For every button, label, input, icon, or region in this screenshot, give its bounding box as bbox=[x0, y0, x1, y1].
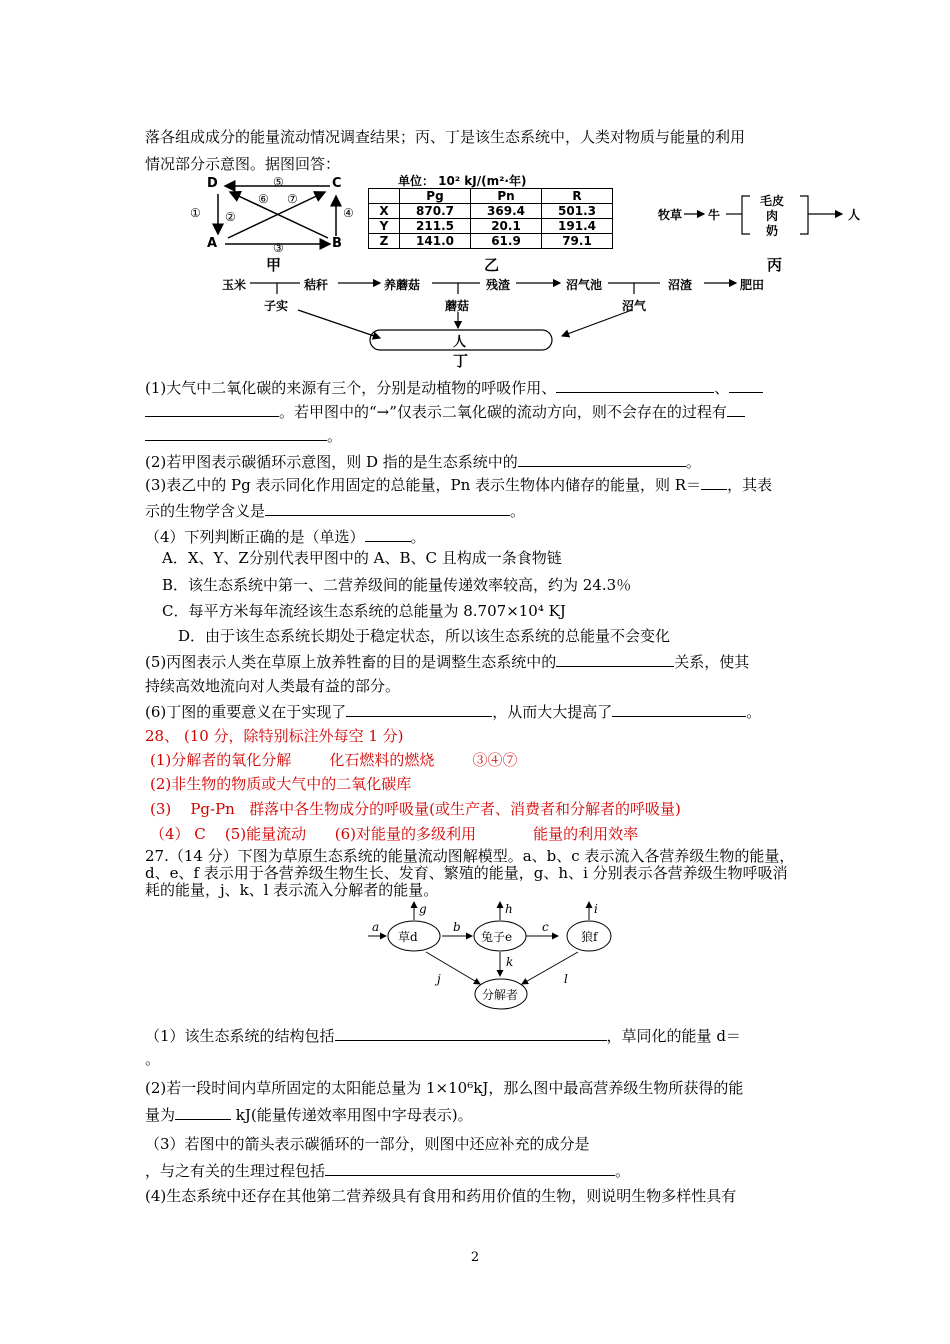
node-rabbit: 兔子e bbox=[481, 930, 513, 944]
answer-blank[interactable] bbox=[346, 701, 492, 717]
page-number: 2 bbox=[470, 1250, 480, 1265]
bing-start: 牧草 bbox=[658, 208, 683, 222]
jia-num-3: ③ bbox=[273, 241, 284, 255]
arrow-label-a: a bbox=[372, 920, 380, 934]
ding-fertilize: 肥田 bbox=[740, 278, 765, 292]
answer-1: (1)分解者的氧化分解 化石燃料的燃烧 ③④⑦ bbox=[150, 751, 518, 769]
q4-option-b: B．该生态系统中第一、二营养级间的能量传递效率较高，约为 24.3％ bbox=[162, 576, 632, 594]
jia-node-c: C bbox=[332, 176, 342, 191]
answer-blank[interactable] bbox=[729, 377, 763, 393]
table-cell: 20.1 bbox=[471, 219, 542, 234]
arrow-label-i: i bbox=[594, 902, 598, 916]
arrow-label-b: b bbox=[453, 920, 461, 934]
jia-num-1: ① bbox=[190, 206, 201, 220]
table-cell: 369.4 bbox=[471, 204, 542, 219]
ding-mushroom-farm: 养蘑菇 bbox=[384, 278, 421, 292]
table-row bbox=[369, 204, 613, 219]
q27-s3-line-1: （3）若图中的箭头表示碳循环的一部分，则图中还应补充的成分是 bbox=[145, 1135, 590, 1153]
answer-4: （4） C (5)能量流动 (6)对能量的多级利用 能量的利用效率 bbox=[150, 825, 639, 843]
yi-table bbox=[368, 188, 613, 249]
q4-option-c: C．每平方米每年流经该生态系统的总能量为 8.707×10⁴ KJ bbox=[162, 602, 566, 620]
table-cell: 191.4 bbox=[542, 219, 613, 234]
answer-blank[interactable] bbox=[175, 1104, 231, 1120]
jia-num-5: ⑤ bbox=[273, 175, 284, 189]
ding-biogas: 沼气 bbox=[622, 299, 647, 313]
table-cell: Pg bbox=[400, 189, 471, 204]
jia-caption: 甲 bbox=[266, 256, 282, 274]
table-cell: 211.5 bbox=[400, 219, 471, 234]
answer-blank[interactable] bbox=[145, 425, 327, 441]
table-cell: 870.7 bbox=[400, 204, 471, 219]
q27-intro-3: 耗的能量，j、k、l 表示流入分解者的能量。 bbox=[145, 881, 439, 899]
arrow-label-g: g bbox=[419, 902, 427, 916]
arrow-label-j: j bbox=[437, 972, 441, 986]
table-row bbox=[369, 219, 613, 234]
jia-num-4: ④ bbox=[343, 206, 354, 220]
q5-line-1: (5)丙图表示人类在草原上放养牲畜的目的是调整生态系统中的 关系，使其 bbox=[145, 653, 750, 671]
jia-num-6: ⑥ bbox=[258, 192, 269, 206]
bing-product-fur: 毛皮 bbox=[760, 194, 785, 208]
ding-biogas-residue: 沼渣 bbox=[668, 278, 693, 292]
answer-2: (2)非生物的物质或大气中的二氧化碳库 bbox=[150, 775, 412, 793]
q5-line-2: 持续高效地流向对人类最有益的部分。 bbox=[145, 677, 401, 695]
q4-option-d: D．由于该生态系统长期处于稳定状态，所以该生态系统的总能量不会变化 bbox=[178, 627, 671, 645]
arrow-label-l: l bbox=[564, 972, 568, 986]
q27-s2-line-1: (2)若一段时间内草所固定的太阳能总量为 1×10⁶kJ，那么图中最高营养级生物所获得的能 bbox=[145, 1079, 744, 1097]
table-cell bbox=[369, 189, 400, 204]
q3-line-2: 示的生物学含义是 。 bbox=[145, 502, 526, 520]
table-cell: Z bbox=[369, 234, 400, 249]
table-row bbox=[369, 234, 613, 249]
jia-node-d: D bbox=[207, 176, 218, 191]
ding-biogas-pit: 沼气池 bbox=[566, 278, 603, 292]
answer-blank[interactable] bbox=[365, 526, 411, 542]
bing-product-meat: 肉 bbox=[766, 209, 779, 223]
table-cell: R bbox=[542, 189, 613, 204]
jia-node-a: A bbox=[207, 236, 218, 251]
jia-num-7: ⑦ bbox=[287, 192, 298, 206]
bing-end: 人 bbox=[848, 208, 861, 222]
answer-blank[interactable] bbox=[145, 401, 279, 417]
bing-caption: 丙 bbox=[767, 256, 783, 274]
q27-intro-1: 27.（14 分）下图为草原生态系统的能量流动图解模型。a、b、c 表示流入各营养级生物的能量， bbox=[145, 847, 795, 865]
table-cell: X bbox=[369, 204, 400, 219]
answer-blank[interactable] bbox=[612, 701, 746, 717]
table-cell: 79.1 bbox=[542, 234, 613, 249]
answer-blank[interactable] bbox=[556, 651, 674, 667]
jia-num-2: ② bbox=[225, 210, 236, 224]
answers-title: 28、 (10 分，除特别标注外每空 1 分) bbox=[145, 727, 404, 745]
table-cell: Y bbox=[369, 219, 400, 234]
answer-blank[interactable] bbox=[335, 1025, 607, 1041]
q4-option-a: A．X、Y、Z分别代表甲图中的 A、B、C 且构成一条食物链 bbox=[162, 549, 562, 567]
yi-unit: 单位： 10² kJ/(m²·年) bbox=[398, 174, 527, 188]
answer-blank[interactable] bbox=[701, 474, 727, 490]
q1-line-1: (1)大气中二氧化碳的来源有三个，分别是动植物的呼吸作用、 、 bbox=[145, 377, 763, 398]
q1-line-3: 。 bbox=[145, 425, 342, 446]
ding-caption: 丁 bbox=[453, 352, 469, 370]
jia-node-b: B bbox=[332, 236, 342, 251]
q27-s3-line-2: ，与之有关的生理过程包括 。 bbox=[145, 1162, 631, 1180]
arrow-label-h: h bbox=[505, 902, 513, 916]
table-row bbox=[369, 189, 613, 204]
bing-cow: 牛 bbox=[708, 208, 721, 222]
q27-s4-line: (4)生态系统中还存在其他第二营养级具有食用和药用价值的生物，则说明生物多样性具有 bbox=[145, 1187, 737, 1205]
q27-s1-line-1: （1）该生态系统的结构包括 ，草同化的能量 d＝ bbox=[145, 1027, 741, 1045]
table-cell: 61.9 bbox=[471, 234, 542, 249]
ding-residue: 残渣 bbox=[486, 278, 511, 292]
node-grass: 草d bbox=[398, 930, 418, 944]
q1-line-2: 。若甲图中的“→”仅表示二氧化碳的流动方向，则不会存在的过程有 bbox=[145, 401, 745, 422]
table-cell: 501.3 bbox=[542, 204, 613, 219]
arrow-label-c: c bbox=[542, 920, 549, 934]
answer-blank[interactable] bbox=[556, 377, 714, 393]
intro-line-1: 落各组成成分的能量流动情况调查结果；丙、丁是该生态系统中，人类对物质与能量的利用 bbox=[145, 128, 746, 146]
bing-product-milk: 奶 bbox=[766, 224, 779, 238]
node-wolf: 狼f bbox=[581, 930, 598, 944]
q2-line: (2)若甲图表示碳循环示意图，则 D 指的是生态系统中的 。 bbox=[145, 453, 701, 471]
node-decomposer: 分解者 bbox=[482, 988, 519, 1002]
intro-line-2: 情况部分示意图。据图回答： bbox=[145, 155, 341, 173]
ding-corn: 玉米 bbox=[222, 278, 247, 292]
q27-s1-line-2: 。 bbox=[145, 1050, 161, 1068]
answer-blank[interactable] bbox=[518, 451, 686, 467]
answer-3: (3) Pg-Pn 群落中各生物成分的呼吸量(或生产者、消费者和分解者的呼吸量) bbox=[150, 800, 681, 818]
table-cell: Pn bbox=[471, 189, 542, 204]
answer-blank[interactable] bbox=[727, 401, 745, 417]
arrow-label-k: k bbox=[506, 955, 514, 969]
ding-kernels: 子实 bbox=[264, 299, 289, 313]
table-cell: 141.0 bbox=[400, 234, 471, 249]
q6-line: (6)丁图的重要意义在于实现了 ，从而大大提高了 。 bbox=[145, 703, 762, 721]
answer-blank[interactable] bbox=[265, 500, 510, 516]
answer-blank[interactable] bbox=[325, 1160, 615, 1176]
q27-s2-line-2: 量为 kJ(能量传递效率用图中字母表示)。 bbox=[145, 1106, 473, 1124]
ding-person: 人 bbox=[453, 335, 467, 350]
q4-line: （4）下列判断正确的是（单选） 。 bbox=[145, 528, 426, 546]
ding-mushroom: 蘑菇 bbox=[445, 299, 470, 313]
yi-caption: 乙 bbox=[484, 256, 500, 274]
ding-straw: 秸秆 bbox=[304, 278, 329, 292]
q27-intro-2: d、e、f 表示用于各营养级生物生长、发育、繁殖的能量，g、h、i 分别表示各营养级生物呼吸消 bbox=[145, 864, 788, 882]
q3-line-1: (3)表乙中的 Pg 表示同化作用固定的总能量，Pn 表示生物体内储存的能量，则 R＝ ，其表 bbox=[145, 476, 773, 494]
